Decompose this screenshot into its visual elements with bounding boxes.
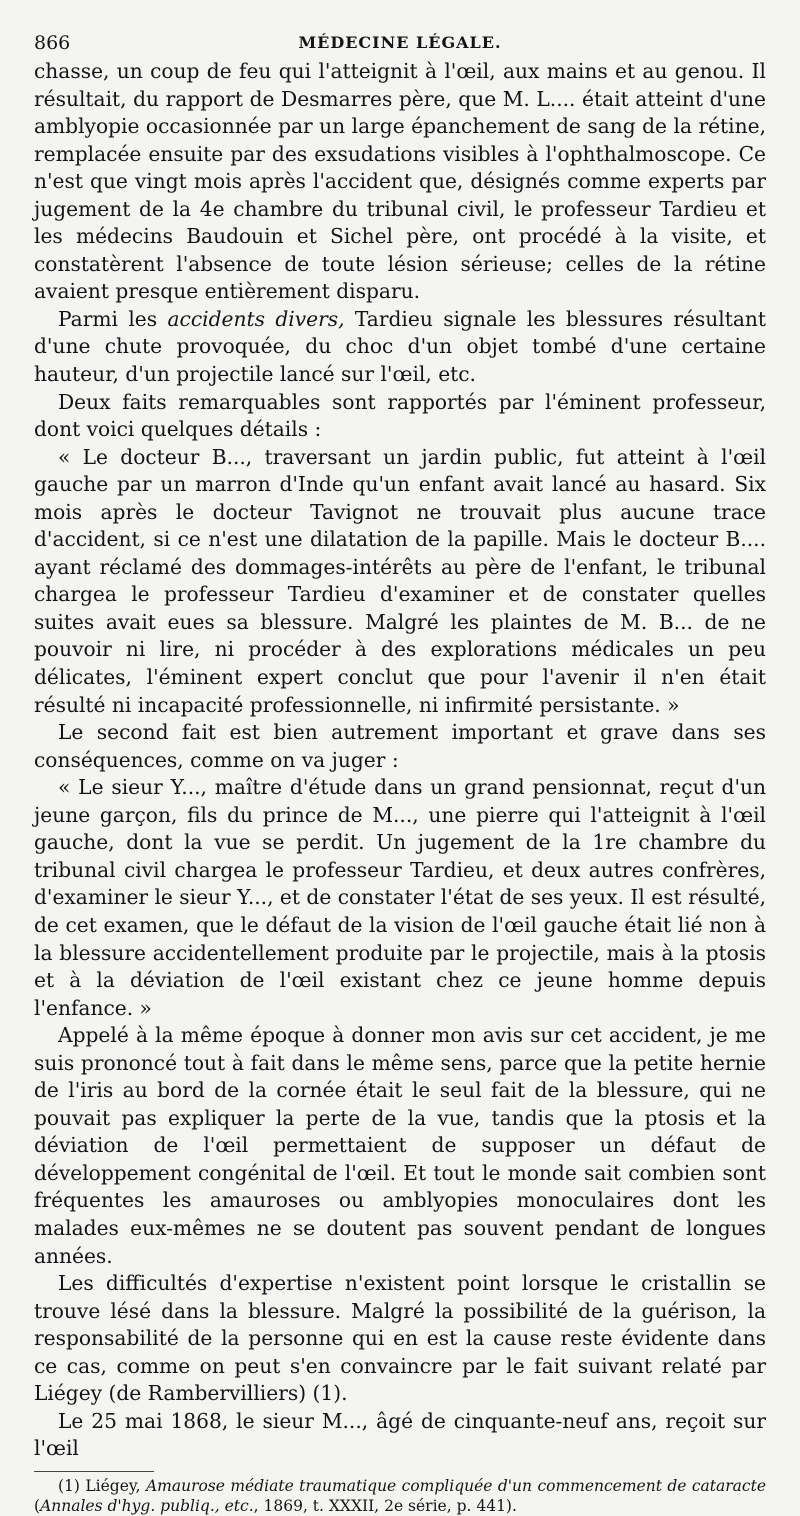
footnotes: [34, 1476, 766, 1516]
footnote-journal: Annales d'hyg. publiq., etc.: [40, 1496, 254, 1515]
paragraph-4: « Le docteur B..., traversant un jardin public, fut atteint à l'œil gauche par un marron d'Inde qu'un enfant avait lancé au hasard. Six mois après le docteur Tavignot ne trouvait plus aucune trace d'accident, si ce n'est une dilatation de la papille. Mais le docteur B.... ayant réclamé des dommages-intérêts au père de l'enfant, le tribunal chargea le professeur Tardieu d'examiner et de constater quelles suites avait eues sa blessure. Malgré les plaintes de M. B... de ne pouvoir ni lire, ni procéder à des explorations médicales un peu délicates, l'éminent expert conclut que pour l'avenir il n'en était résulté ni incapacité professionnelle, ni infirmité persistante. »: [34, 444, 766, 717]
footnote-1: [34, 1476, 766, 1516]
page-number: 866: [34, 32, 71, 54]
paragraph-9: Le 25 mai 1868, le sieur M..., âgé de cinquante-neuf ans, reçoit sur l'œil: [34, 1408, 766, 1461]
paragraph-3: Deux faits remarquables sont rapportés par l'éminent professeur, dont voici quelques détails :: [34, 389, 766, 442]
paragraph-2-after: Tardieu signale les blessures résultant d'une chute provoquée, du choc d'un objet tombé d'une certaine hauteur, d'un projectile lancé sur l'œil, etc.: [34, 306, 766, 387]
paragraph-2: [34, 306, 766, 389]
footnote-end: , 1869, t. XXXII, 2e série, p. 441).: [253, 1496, 517, 1515]
paragraph-7: Appelé à la même époque à donner mon avis sur cet accident, je me suis prononcé tout à fait dans le même sens, parce que la petite hernie de l'iris au bord de la cornée était le seul fait de la blessure, qui ne pouvait pas expliquer la perte de la vue, tandis que la ptosis et la déviation de l'œil permettaient de supposer un défaut de développement congénital de l'œil. Et tout le monde sait combien sont fréquentes les amauroses ou amblyopies monoculaires dont les malades eux-mêmes ne se doutent pas souvent pendant de longues années.: [34, 1023, 766, 1268]
running-title: MÉDECINE LÉGALE.: [298, 33, 502, 52]
footnote-title: Amaurose médiate traumatique compliquée d'un commencement de cataracte: [145, 1476, 766, 1495]
running-head: [34, 28, 766, 58]
footnote-marker: (1) Liégey,: [58, 1476, 146, 1495]
paragraph-5: Le second fait est bien autrement important et grave dans ses conséquences, comme on va juger :: [34, 720, 766, 772]
paragraph-6: « Le sieur Y..., maître d'étude dans un grand pensionnat, reçut d'un jeune garçon, fils du prince de M..., une pierre qui l'atteignit à l'œil gauche, dont la vue se perdit. Un jugement de la 1re chambre du tribunal civil chargea le professeur Tardieu, et deux autres confrères, d'examiner le sieur Y..., et de constater l'état de ses yeux. Il est résulté, de cet examen, que le défaut de la vision de l'œil gauche était lié non à la blessure accidentellement produite par le projectile, mais à la ptosis et à la déviation de l'œil existant chez ce jeune homme depuis l'enfance. »: [34, 775, 766, 1020]
body-text: [34, 58, 766, 1463]
paragraph-1: chasse, un coup de feu qui l'atteignit à l'œil, aux mains et au genou. Il résultait, du rapport de Desmarres père, que M. L.... était atteint d'une amblyopie occasionnée par un large épanchement de sang de la rétine, remplacée ensuite par des exsudations visibles à l'ophthalmoscope. Ce n'est que vingt mois après l'accident que, désignés comme experts par jugement de la 4e chambre du tribunal civil, le professeur Tardieu et les médecins Baudouin et Sichel père, ont procédé à la visite, et constatèrent l'absence de toute lésion sérieuse; celles de la rétine avaient presque entièrement disparu.: [34, 59, 766, 304]
paragraph-2-before: Parmi les: [58, 306, 168, 331]
paragraph-2-emphasis: accidents divers,: [167, 306, 345, 331]
paragraph-8: Les difficultés d'expertise n'existent point lorsque le cristallin se trouve lésé dans la blessure. Malgré la possibilité de la guérison, la responsabilité de la personne qui en est la cause reste évidente dans ce cas, comme on peut s'en convaincre par le fait suivant relaté par Liégey (de Rambervilliers) (1).: [34, 1271, 766, 1406]
footnote-middle: (: [34, 1496, 41, 1515]
footnote-rule: [34, 1471, 154, 1472]
